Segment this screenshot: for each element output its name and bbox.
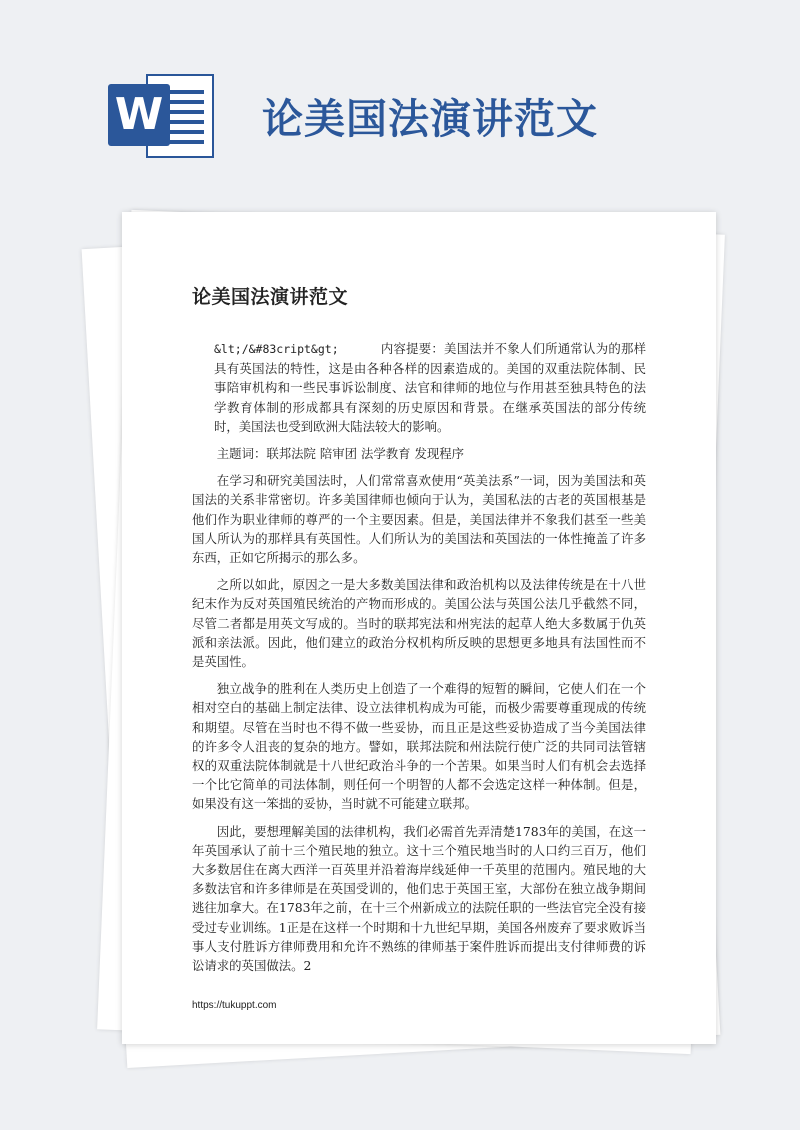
word-document-icon xyxy=(108,70,218,160)
abstract-text: 内容提要：美国法并不象人们所通常认为的那样具有英国法的特性，这是由各种各样的因素造成的。美国的双重法院体制、民事陪审机构和一些民事诉讼制度、法官和律师的地位与作用甚至独具特色的法学教育体制的形成都具有深刻的历史原因和背景。在继承英国法的部分传统时，美国法也受到欧洲大陆法较大的影响。 xyxy=(214,341,646,434)
body-paragraph: 在学习和研究美国法时，人们常常喜欢使用“英美法系”一词，因为美国法和英国法的关系非常密切。许多美国律师也倾向于认为，美国私法的古老的英国根基是他们作为职业律师的尊严的一个主要因素。但是，美国法律并不象我们甚至一些美国人所认为的那样具有英国性。人们所认为的美国法和英国法的一体性掩盖了许多东西，正如它所揭示的那么多。 xyxy=(192,473,646,566)
body-paragraph: 之所以如此，原因之一是大多数美国法律和政治机构以及法律传统是在十八世纪末作为反对英国殖民统治的产物而形成的。美国公法与英国公法几乎截然不同，尽管二者都是用英文写成的。当时的联邦宪法和州宪法的起草人绝大多数属于仇英派和亲法派。因此，他们建立的政治分权机构所反映的思想更多地具有法国性而不是英国性。 xyxy=(192,577,646,670)
script-code-fragment: &lt;/&#83cript&gt; xyxy=(214,342,339,356)
banner-title: 论美国法演讲范文 xyxy=(262,95,598,143)
document-title: 论美国法演讲范文 xyxy=(192,286,349,308)
banner xyxy=(0,0,800,200)
document-page xyxy=(122,212,716,1044)
body-paragraph: 因此，要想理解美国的法律机构，我们必需首先弄清楚1783年的美国，在这一年英国承认了前十三个殖民地的独立。这十三个殖民地当时的人口约三百万，他们大多数居住在离大西洋一百英里并沿着海岸线延伸一千英里的范围内。殖民地的大多数法官和许多律师是在英国受训的，他们忠于英国王室，大部份在独立战争期间逃往加拿大。在1783年之前，在十三个州新成立的法院任职的一些法官完全没有接受过专业训练。1正是在这样一个时期和十九世纪早期，美国各州废弃了要求败诉当事人支付胜诉方律师费用和允许不熟练的律师基于案件胜诉而提出支付律师费的诉讼请求的英国做法。2 xyxy=(192,823,646,974)
word-w-badge: W xyxy=(108,84,170,146)
footer-url: https://tukuppt.com xyxy=(192,1000,277,1011)
abstract-paragraph xyxy=(192,339,646,436)
body-paragraph: 独立战争的胜利在人类历史上创造了一个难得的短暂的瞬间，它使人们在一个相对空白的基础上制定法律、设立法律机构成为可能，而极少需要尊重现成的传统和期望。尽管在当时也不得不做一些妥协，而且正是这些妥协造成了当今美国法律的许多令人沮丧的复杂的地方。譬如，联邦法院和州法院行使广泛的共同司法管辖权的双重法院体制就是十八世纪政治斗争的一个苦果。如果当时人们有机会去选择一个比它简单的司法体制，则任何一个明智的人都不会选定这样一种体制。但是，如果没有这一笨拙的妥协，当时就不可能建立联邦。 xyxy=(192,681,646,812)
keywords-paragraph: 主题词：联邦法院 陪审团 法学教育 发现程序 xyxy=(216,446,465,462)
